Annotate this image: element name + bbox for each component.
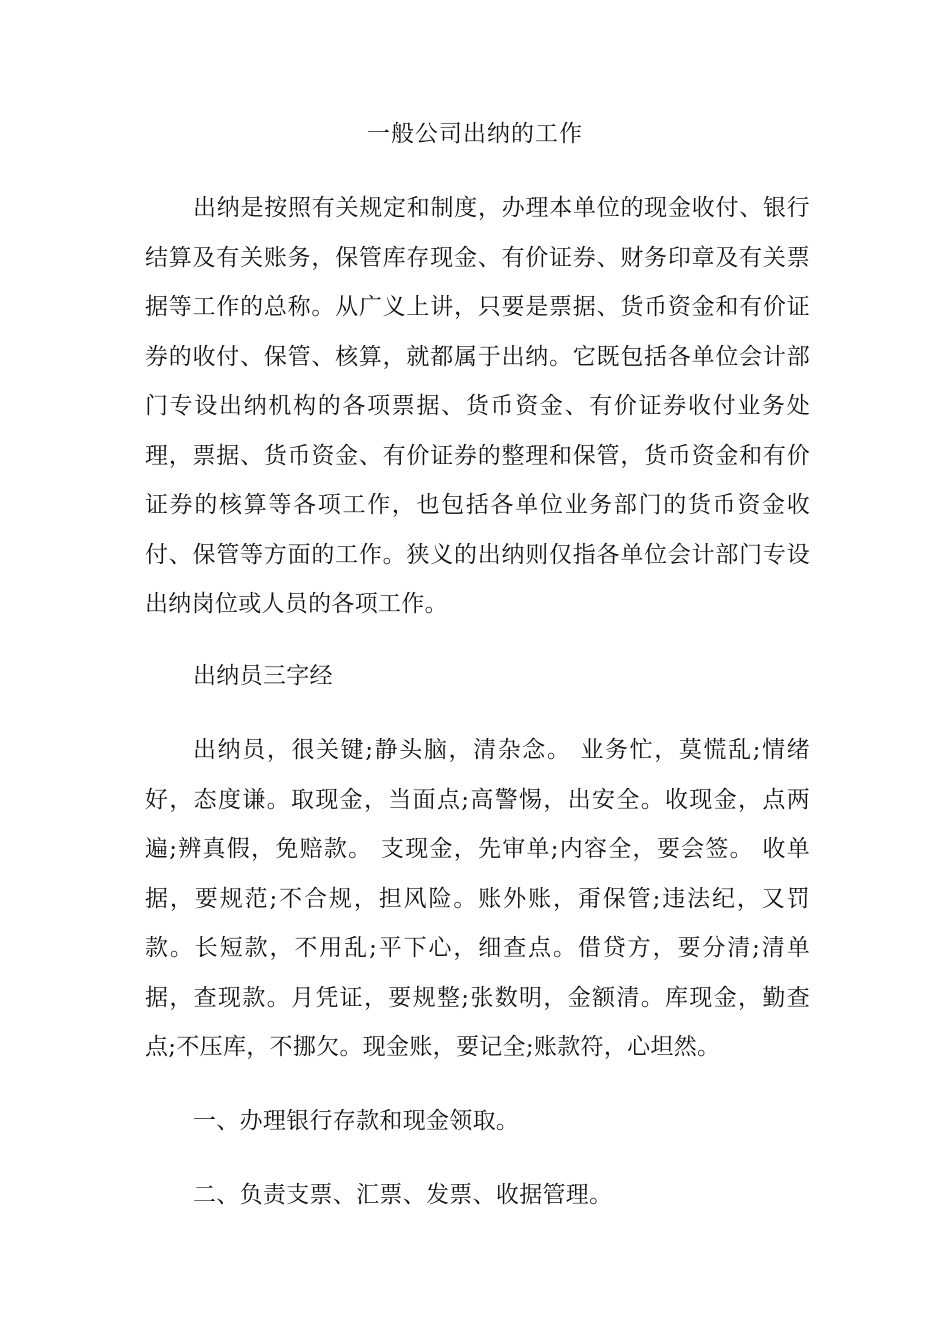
intro-paragraph: 出纳是按照有关规定和制度，办理本单位的现金收付、银行结算及有关账务，保管库存现金、有价证券、财务印章及有关票据等工作的总称。从广义上讲，只要是票据、货币资金和有价证券的收付、保管、核算，就都属于出纳。它既包括各单位会计部门专设出纳机构的各项票据、货币资金、有价证券收付业务处理，票据、货币资金、有价证券的整理和保管，货币资金和有价证券的核算等各项工作，也包括各单位业务部门的货币资金收付、保管等方面的工作。狭义的出纳则仅指各单位会计部门专设出纳岗位或人员的各项工作。 bbox=[145, 195, 810, 617]
duty-item-1: 一、办理银行存款和现金领取。 bbox=[193, 1108, 520, 1134]
document-title: 一般公司出纳的工作 bbox=[367, 121, 583, 147]
rhyme-paragraph: 出纳员，很关键;静头脑，清杂念。 业务忙，莫慌乱;情绪好，态度谦。取现金，当面点;高警惕，出安全。收现金，点两遍;辨真假，免赔款。 支现金，先审单;内容全，要会签。 收单据，要规范;不合规，担风险。账外账，甭保管;违法纪，又罚款。长短款，不用乱;平下心，细查点。借贷方，要分清;清单据，查现款。月凭证，要规整;张数明，金额清。库现金，勤查点;不压库，不挪欠。现金账，要记全;账款符，心坦然。 bbox=[145, 737, 810, 1060]
section-heading: 出纳员三字经 bbox=[193, 663, 333, 689]
duty-item-2: 二、负责支票、汇票、发票、收据管理。 bbox=[193, 1182, 613, 1208]
